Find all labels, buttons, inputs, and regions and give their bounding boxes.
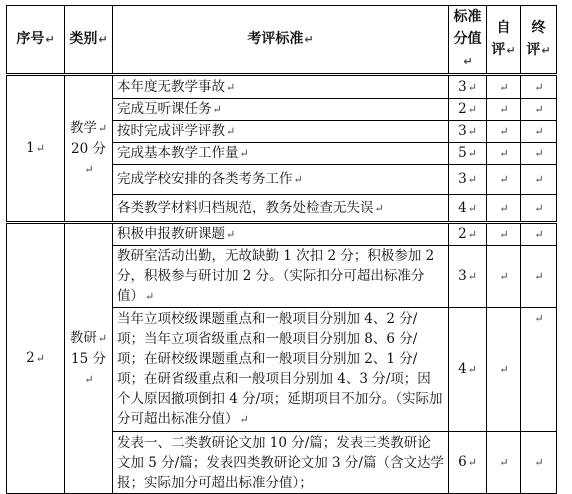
final-cell[interactable]: ↵ (521, 165, 557, 195)
table-row (7, 223, 557, 246)
header-criteria: 考评标准↵ (113, 6, 449, 75)
self-cell[interactable]: ↵ (487, 195, 521, 223)
self-cell[interactable]: ↵ (487, 308, 521, 432)
self-cell[interactable]: ↵ (487, 143, 521, 165)
header-final: 终评↵ (521, 6, 557, 75)
header-category: 类别↵ (65, 6, 113, 75)
criteria-cell: 发表一、二类教研论文加 10 分/篇；发表三类教研论文加 5 分/篇；发表四类教研论文加 3 分/篇（含文达学报；实际加分可超出标准分值）； (113, 432, 449, 494)
score-cell: 4↵ (449, 195, 487, 223)
self-cell[interactable]: ↵ (487, 121, 521, 143)
score-cell: 4↵ (449, 308, 487, 432)
criteria-cell: 当年立项校级课题重点和一般项目分别加 4、2 分/项；当年立项省级重点和一般项目分别加 8、6 分/项；在研校级课题重点和一般项目分别加 2、1 分/项；在研省级重点和一般项目分别加 4、3 分/项；因个人原因撤项倒扣 4 分/项；延期项目不加分。（实际加分可超出标准分值）↵ (113, 308, 449, 432)
score-cell: 3↵ (449, 246, 487, 308)
final-cell[interactable]: ↵ (521, 121, 557, 143)
header-self: 自评↵ (487, 6, 521, 75)
score-cell: 5↵ (449, 143, 487, 165)
score-cell: 3↵ (449, 165, 487, 195)
criteria-cell: 教研室活动出勤，无故缺勤 1 次扣 2 分；积极参加 2 分，积极参与研讨加 2 分。（实际扣分可超出标准分值）↵ (113, 246, 449, 308)
final-cell[interactable]: ↵ (521, 195, 557, 223)
final-cell[interactable]: ↵ (521, 143, 557, 165)
criteria-cell: 完成学校安排的各类考务工作↵ (113, 165, 449, 195)
final-cell[interactable]: ↵ (521, 246, 557, 308)
header-index: 序号↵ (7, 6, 65, 75)
self-cell[interactable]: ↵ (487, 165, 521, 195)
header-row (7, 6, 557, 75)
score-cell: 3↵ (449, 75, 487, 99)
self-cell[interactable]: ↵ (487, 223, 521, 246)
group-category: 教研↵ 15 分↵ (65, 223, 113, 494)
self-cell[interactable]: ↵ (487, 75, 521, 99)
self-cell[interactable]: ↵ (487, 99, 521, 121)
final-cell[interactable]: ↵ (521, 223, 557, 246)
criteria-cell: 积极申报教研课题↵ (113, 223, 449, 246)
group-index: 1↵ (7, 75, 65, 223)
score-cell: 2↵ (449, 99, 487, 121)
criteria-cell: 各类教学材料归档规范，教务处检查无失误↵ (113, 195, 449, 223)
self-cell[interactable]: ↵ (487, 432, 521, 494)
criteria-cell: 完成互听课任务↵ (113, 99, 449, 121)
criteria-cell: 完成基本教学工作量↵ (113, 143, 449, 165)
criteria-cell: 本年度无教学事故↵ (113, 75, 449, 99)
final-cell[interactable]: ↵ (521, 308, 557, 432)
final-cell[interactable]: ↵ (521, 99, 557, 121)
group-category: 教学↵ 20 分↵ (65, 75, 113, 223)
self-cell[interactable]: ↵ (487, 246, 521, 308)
criteria-cell: 按时完成评学评教↵ (113, 121, 449, 143)
final-cell[interactable]: ↵ (521, 432, 557, 494)
score-cell: 6↵ (449, 432, 487, 494)
score-cell: 2↵ (449, 223, 487, 246)
score-cell: 3↵ (449, 121, 487, 143)
evaluation-table (6, 5, 557, 494)
table-row (7, 75, 557, 99)
group-index: 2↵ (7, 223, 65, 494)
final-cell[interactable]: ↵ (521, 75, 557, 99)
header-score: 标准分值↵ (449, 6, 487, 75)
